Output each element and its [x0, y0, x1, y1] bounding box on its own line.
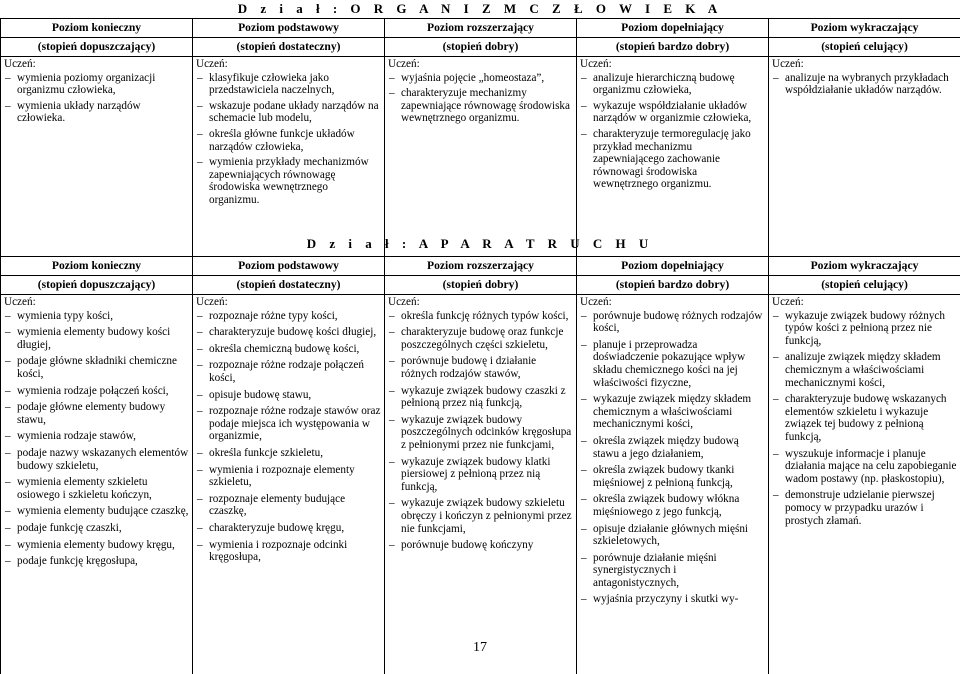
column-level-heading: Poziom rozszerzający: [385, 19, 577, 38]
list-item: – wymienia rodzaje stawów,: [4, 430, 189, 443]
list-item: – rozpoznaje różne typy kości,: [196, 310, 381, 323]
column-level-heading: Poziom konieczny: [1, 257, 193, 276]
list-item: – podaje funkcję kręgosłupa,: [4, 555, 189, 568]
column-grade-heading: (stopień dostateczny): [193, 276, 385, 295]
column-level-heading: Poziom rozszerzający: [385, 257, 577, 276]
content-row: [1, 57, 960, 257]
list-item: – wykazuje związek budowy różnych typów kości z pełnioną przez nie funkcją,: [772, 310, 957, 348]
list-item: – wymienia układy narządów człowieka.: [4, 100, 189, 125]
list-item: – wymienia elementy szkieletu osiowego i szkieletu kończyn,: [4, 476, 189, 501]
column-level-heading: Poziom podstawowy: [193, 19, 385, 38]
requirements-cell: [193, 295, 385, 674]
requirements-cell: [385, 57, 577, 257]
list-item: – porównuje budowę i działanie różnych rodzajów stawów,: [388, 355, 573, 380]
list-item: – wymienia przykłady mechanizmów zapewniających równowagę środowiska wewnętrznego organizmu.: [196, 156, 381, 206]
column-level-heading: Poziom wykraczający: [769, 19, 960, 38]
header-row-grade: [1, 38, 960, 57]
requirements-cell: [769, 57, 960, 257]
column-grade-heading: (stopień celujący): [769, 276, 960, 295]
requirements-list: [196, 310, 381, 564]
list-item: – wymienia elementy budowy kości długiej,: [4, 326, 189, 351]
list-item: – wymienia i rozpoznaje odcinki kręgosłupa,: [196, 539, 381, 564]
column-level-heading: Poziom konieczny: [1, 19, 193, 38]
requirements-cell: [577, 295, 769, 674]
requirements-list: [580, 72, 765, 191]
list-item: – wykazuje związek między składem chemicznym a właściwościami mechanicznymi kości,: [580, 393, 765, 431]
column-level-heading: Poziom dopełniający: [577, 257, 769, 276]
list-item: – wykazuje współdziałanie układów narządów w organizmie człowieka,: [580, 100, 765, 125]
requirements-table-organizm: [0, 18, 960, 257]
list-item: – określa główne funkcje układów narządów człowieka,: [196, 128, 381, 153]
requirements-cell: [193, 57, 385, 257]
pupil-label: Uczeń:: [580, 58, 765, 71]
list-item: – demonstruje udzielanie pierwszej pomocy w przypadku urazów i prostych złamań.: [772, 489, 957, 527]
list-item: – określa funkcję różnych typów kości,: [388, 310, 573, 323]
column-grade-heading: (stopień bardzo dobry): [577, 38, 769, 57]
column-grade-heading: (stopień dostateczny): [193, 38, 385, 57]
requirements-list: [772, 310, 957, 528]
column-level-heading: Poziom podstawowy: [193, 257, 385, 276]
requirements-list: [4, 72, 189, 125]
list-item: – określa funkcje szkieletu,: [196, 447, 381, 460]
list-item: – podaje nazwy wskazanych elementów budowy szkieletu,: [4, 447, 189, 472]
requirements-cell: [769, 295, 960, 674]
list-item: – rozpoznaje elementy budujące czaszkę,: [196, 493, 381, 518]
requirements-list: [4, 310, 189, 568]
header-row-grade: [1, 276, 960, 295]
column-grade-heading: (stopień dobry): [385, 276, 577, 295]
list-item: – klasyfikuje człowieka jako przedstawiciela naczelnych,: [196, 72, 381, 97]
list-item: – określa chemiczną budowę kości,: [196, 343, 381, 356]
list-item: – charakteryzuje mechanizmy zapewniające równowagę środowiska wewnętrznego organizmu.: [388, 87, 573, 125]
requirements-list: [772, 72, 957, 97]
requirements-cell: [1, 295, 193, 674]
list-item: – podaje główne elementy budowy stawu,: [4, 401, 189, 426]
list-item: – wymienia elementy budowy kręgu,: [4, 539, 189, 552]
list-item: – określa związek budowy tkanki mięśniowej z pełnioną funkcją,: [580, 464, 765, 489]
list-item: – charakteryzuje budowę oraz funkcje poszczególnych części szkieletu,: [388, 326, 573, 351]
list-item: – podaje główne składniki chemiczne kości,: [4, 355, 189, 380]
pupil-label: Uczeń:: [388, 296, 573, 309]
list-item: – wymienia i rozpoznaje elementy szkieletu,: [196, 464, 381, 489]
list-item: – wyjaśnia pojęcie „homeostaza”,: [388, 72, 573, 85]
list-item: – określa związek budowy włókna mięśniowego z jego funkcją,: [580, 493, 765, 518]
list-item: – charakteryzuje budowę wskazanych elementów szkieletu i wykazuje związek tej budowy z pełnioną funkcją,: [772, 393, 957, 443]
requirements-cell: [1, 57, 193, 257]
list-item: – wyjaśnia przyczyny i skutki wy-: [580, 593, 765, 606]
requirements-list: [196, 72, 381, 207]
pupil-label: Uczeń:: [772, 296, 957, 309]
column-level-heading: Poziom wykraczający: [769, 257, 960, 276]
list-item: – określa związek między budową stawu a jego działaniem,: [580, 435, 765, 460]
list-item: – opisuje budowę stawu,: [196, 389, 381, 402]
content-row: [1, 295, 960, 674]
list-item: – porównuje budowę kończyny: [388, 539, 573, 552]
requirements-list: [388, 310, 573, 552]
list-item: – charakteryzuje budowę kręgu,: [196, 522, 381, 535]
pupil-label: Uczeń:: [196, 296, 381, 309]
column-grade-heading: (stopień bardzo dobry): [577, 276, 769, 295]
list-item: – analizuje na wybranych przykładach współdziałanie układów narządów.: [772, 72, 957, 97]
column-grade-heading: (stopień dopuszczający): [1, 276, 193, 295]
column-grade-heading: (stopień dobry): [385, 38, 577, 57]
list-item: – wymienia rodzaje połączeń kości,: [4, 385, 189, 398]
list-item: – wskazuje podane układy narządów na schemacie lub modelu,: [196, 100, 381, 125]
requirements-table-aparat-ruchu: [0, 256, 960, 674]
header-row-level: [1, 257, 960, 276]
list-item: – wykazuje związek budowy klatki piersiowej z pełnioną przez nią funkcją,: [388, 456, 573, 494]
requirements-cell: [577, 57, 769, 257]
list-item: – charakteryzuje budowę kości długiej,: [196, 326, 381, 339]
pupil-label: Uczeń:: [772, 58, 957, 71]
column-grade-heading: (stopień dopuszczający): [1, 38, 193, 57]
list-item: – analizuje związek między składem chemicznym a właściwościami mechanicznymi kości,: [772, 351, 957, 389]
header-row-level: [1, 19, 960, 38]
list-item: – rozpoznaje różne rodzaje stawów oraz podaje miejsca ich występowania w organizmie,: [196, 405, 381, 443]
list-item: – wymienia poziomy organizacji organizmu człowieka,: [4, 72, 189, 97]
list-item: – porównuje działanie mięśni synergistycznych i antagonistycznych,: [580, 552, 765, 590]
list-item: – wymienia elementy budujące czaszkę,: [4, 505, 189, 518]
page-number: 17: [0, 640, 960, 656]
pupil-label: Uczeń:: [196, 58, 381, 71]
requirements-cell: [385, 295, 577, 674]
column-grade-heading: (stopień celujący): [769, 38, 960, 57]
list-item: – podaje funkcję czaszki,: [4, 522, 189, 535]
list-item: – opisuje działanie głównych mięśni szkieletowych,: [580, 523, 765, 548]
column-level-heading: Poziom dopełniający: [577, 19, 769, 38]
pupil-label: Uczeń:: [4, 296, 189, 309]
pupil-label: Uczeń:: [388, 58, 573, 71]
list-item: – planuje i przeprowadza doświadczenie pokazujące wpływ składu chemicznego kości na jej właściwości fizyczne,: [580, 339, 765, 389]
pupil-label: Uczeń:: [4, 58, 189, 71]
section-title-organizm: D z i a ł : O R G A N I Z M C Z Ł O W I E K A: [0, 0, 960, 18]
list-item: – charakteryzuje termoregulację jako przykład mechanizmu zapewniającego zachowanie równowagi środowiska wewnętrznego organizmu.: [580, 128, 765, 191]
list-item: – wyszukuje informacje i planuje działania mające na celu zapobieganie wadom postawy (np. płaskostopiu),: [772, 448, 957, 486]
requirements-list: [388, 72, 573, 125]
section-title-aparat-ruchu: D z i a ł : A P A R A T R U C H U: [0, 235, 960, 253]
list-item: – wykazuje związek budowy poszczególnych odcinków kręgosłupa z pełnionymi przez nie funkcjami,: [388, 414, 573, 452]
list-item: – porównuje budowę różnych rodzajów kości,: [580, 310, 765, 335]
list-item: – analizuje hierarchiczną budowę organizmu człowieka,: [580, 72, 765, 97]
list-item: – wykazuje związek budowy szkieletu obręczy i kończyn z pełnionymi przez nie funkcjami,: [388, 497, 573, 535]
requirements-list: [580, 310, 765, 606]
list-item: – wykazuje związek budowy czaszki z pełnioną przez nią funkcją,: [388, 385, 573, 410]
list-item: – wymienia typy kości,: [4, 310, 189, 323]
pupil-label: Uczeń:: [580, 296, 765, 309]
list-item: – rozpoznaje różne rodzaje połączeń kości,: [196, 359, 381, 384]
